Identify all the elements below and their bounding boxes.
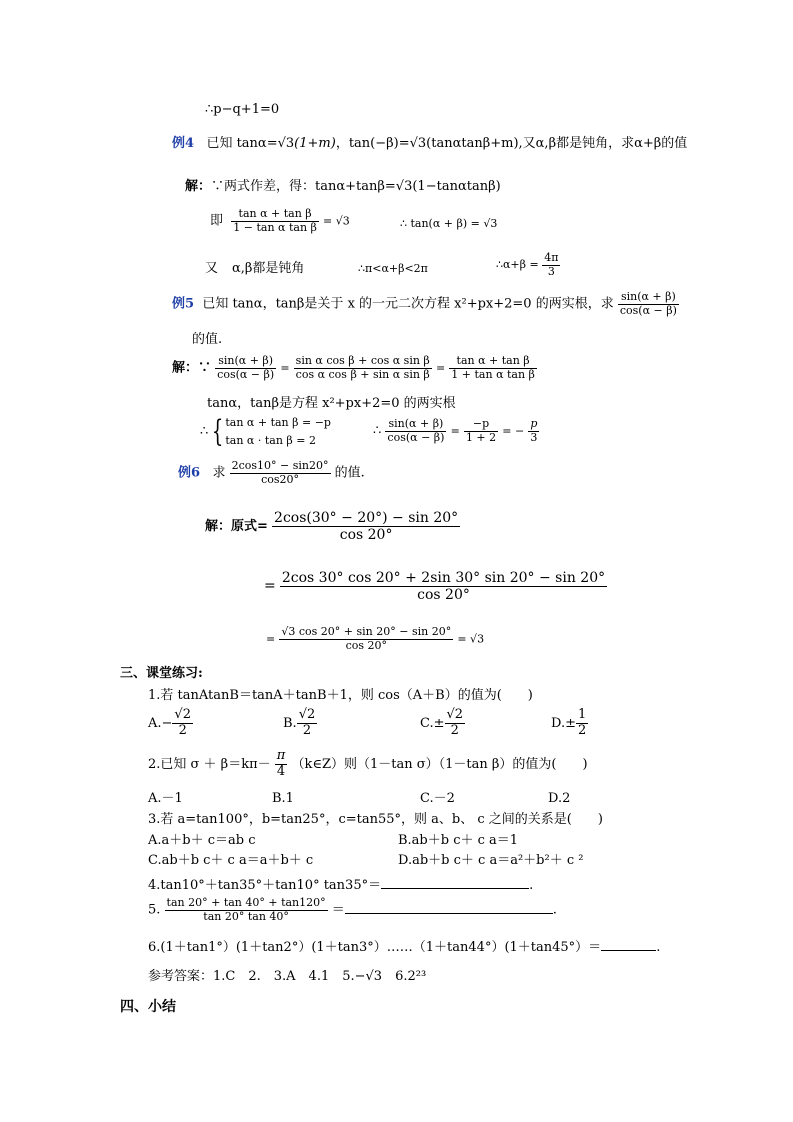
q6-text: 6.(1＋tan1°）(1＋tan2°）(1＋tan3°）……（1＋tan44°）(1＋tan45°）＝ (148, 940, 602, 955)
q1-opt-a-frac: $\frac{√2}{2}$ (174, 707, 191, 738)
q6-answer-blank[interactable] (601, 938, 656, 951)
q1-opt-d-frac: $\frac{1}{2}$ (577, 707, 587, 738)
practice-answers: 参考答案：1.C 2. 3.A 4.1 5.−√3 6.2²³ (148, 969, 427, 984)
practice-q1-opt-c: C.± $\frac{√2}{2}$ (420, 707, 464, 738)
ex5-sys-1: tan α + tan β = −p (225, 416, 331, 429)
ex6-step-3: = $\frac{√3 \cos 20^\circ + \sin 20^\circ - \sin 20^\circ}{\cos 20^\circ}$ = √3 (266, 625, 485, 652)
ex4-text-c: ，tan(−β)= (335, 136, 410, 151)
therefore-pq: ∴p−q+1=0 (205, 102, 280, 117)
q2-opt-d: D.2 (548, 791, 571, 806)
q6-period: . (656, 940, 661, 955)
q4-answer-blank[interactable] (381, 876, 529, 889)
ex4-result-frac: $\frac{4\pi}{3}$ (544, 251, 559, 278)
ex4-sol-sqrt3: √3 (395, 179, 413, 194)
practice-q1-opt-a: A.− $\frac{√2}{2}$ (148, 707, 191, 738)
practice-q1-opt-d: D.± $\frac{1}{2}$ (551, 707, 587, 738)
ex5-roots-line: tanα，tanβ是方程 x²+px+2=0 的两实根 (207, 396, 456, 411)
summary-heading: 四、小结 (120, 999, 176, 1015)
q2-opt-b: B.1 (272, 791, 294, 806)
q4-text: 4.tan10°＋tan35°＋tan10° tan35°＝ (148, 878, 382, 893)
ex5-sys-2: tan α · tan β = 2 (225, 433, 316, 447)
q1-opt-c-frac: $\frac{√2}{2}$ (446, 707, 464, 738)
ex6-step-2: = $\frac{2\cos 30^\circ \cos 20^\circ + 2\sin 30^\circ \sin 20^\circ - \sin 20^\circ}{\cos 20^\circ}$ (264, 570, 606, 604)
ex6-step-1 (205, 510, 460, 543)
practice-heading: 三、课堂练习: (120, 666, 203, 681)
ex6-sol-label: 解：原式= (205, 519, 268, 535)
ex4-obtuse: α,β都是钝角 (232, 261, 305, 276)
q5-answer-blank[interactable] (345, 901, 553, 914)
q3-opt-c: C.ab＋b c＋ c a＝a＋b＋ c (148, 853, 314, 868)
ex4-sol-text2: (1−tanαtanβ) (412, 179, 501, 194)
ex5-therefore-b: ∴ (373, 423, 382, 439)
ex4-sqrt3-a: √3 (277, 136, 295, 151)
q2-frac: $\frac{\pi}{4}$ (276, 748, 286, 779)
ex4-fraction: $\frac{\text{tan α + tan β}}{\text{1 − tan α tan β}}$ (233, 207, 317, 234)
ex4-text-b: (1+m) (294, 136, 336, 151)
ex5-fraction: $\frac{\sin(\alpha + \beta)}{\cos(\alpha - \beta)}$ (619, 290, 677, 317)
q5-period: . (552, 902, 557, 918)
ex5-therefore-a: ∴ (200, 424, 209, 440)
ex6-tail: 的值. (334, 465, 365, 481)
ex5-system: ∴ { tan α + tan β = −p tan α · tan β = 2 (200, 413, 331, 449)
practice-q3: 3.若 a=tan100°，b=tan25°，c=tan55°，则 a、b、 c 之间的关系是( ) (148, 812, 603, 827)
q5-prefix: 5. (148, 902, 161, 918)
ex4-therefore-tan: ∴ tan(α + β) = √3 (400, 217, 498, 230)
practice-q6 (148, 938, 660, 954)
ex4-solution-line1 (185, 180, 501, 193)
practice-q5 (148, 897, 557, 923)
ex6-qiu: 求 (212, 465, 226, 481)
ex6-step-1-frac: $\frac{2\cos(30^\circ - 20^\circ) - \sin 20^\circ}{\cos 20^\circ}$ (274, 510, 459, 544)
ex6-step-3-frac: $\frac{√3 \cos 20^\circ + \sin 20^\circ - \sin 20^\circ}{\cos 20^\circ}$ (281, 625, 452, 652)
q3-opt-a: A.a＋b＋ c＝ab c (148, 833, 256, 848)
ex4-eq-sqrt3: = √3 (323, 214, 350, 228)
practice-q4 (148, 876, 533, 892)
q2-text-a: 2.已知 σ ＋ β＝kπ－ (148, 756, 271, 772)
ex4-range: ∴π<α+β<2π (358, 262, 428, 275)
ex5-solution-line1: 解：∵ $\frac{\sin(\alpha + \beta)}{\cos(\alpha - \beta)}$ = $\frac{\text{sin α cos β + cos α sin β}}{\text{cos α cos β + sin α sin β}}$ = $\frac{\text{tan α + tan β}}{\text{1 + tan α tan β}}$ (172, 354, 535, 381)
ex5-g-frac-2: $\frac{-p}{1 + 2}$ (465, 417, 497, 444)
practice-q1-opt-b: B. $\frac{√2}{2}$ (283, 707, 316, 738)
ex4-sol-text: ∵两式作差，得：tanα+tanβ= (211, 179, 396, 194)
example-4 (172, 137, 687, 150)
ex5-frac-2: $\frac{\text{sin α cos β + cos α sin β}}{\text{cos α cos β + sin α sin β}}$ (295, 354, 430, 381)
q2-opt-a: A.－1 (148, 791, 183, 806)
ex4-result-prefix: ∴α+β = (496, 258, 539, 272)
ex4-sqrt3-b: √3 (409, 136, 427, 151)
ex6-step-3-tail: = √3 (457, 632, 485, 646)
q5-eq: ＝ (331, 902, 345, 918)
example-5-label: 例5 (172, 296, 195, 312)
ex4-sol-label: 解： (185, 179, 212, 194)
ex4-solution-line2 (210, 208, 350, 234)
practice-q2 (148, 749, 588, 780)
ex5-g-frac-3: $\frac{p}{3}$ (530, 417, 538, 444)
ex5-g-frac-1: $\frac{\sin(\alpha + \beta)}{\cos(\alpha - \beta)}$ (387, 417, 445, 444)
q3-opt-d: D.ab＋b c＋ c a＝a²＋b²＋ c ² (398, 853, 584, 868)
example-6 (178, 460, 365, 486)
q2-text-b: （k∈Z）则（1－tan σ）（1－tan β）的值为( ) (291, 756, 588, 772)
practice-q1: 1.若 tanAtanB＝tanA＋tanB＋1，则 cos（A＋B）的值为( ) (148, 688, 533, 703)
q3-opt-b: B.ab＋b c＋ c a＝1 (398, 833, 519, 848)
ex5-conclusion: ∴ $\frac{\sin(\alpha + \beta)}{\cos(\alpha - \beta)}$ = $\frac{-p}{1 + 2}$ = − $\frac{p}{3}$ (373, 417, 538, 444)
ex6-question-frac: $\frac{2\cos 10^\circ - \sin 20^\circ}{\cos 20^\circ}$ (231, 459, 329, 486)
q4-period: . (529, 878, 534, 893)
ex4-text-a: 已知 tanα= (206, 136, 278, 151)
example-6-label: 例6 (178, 465, 201, 481)
ex4-you: 又 (205, 261, 219, 276)
q2-opt-c: C.－2 (420, 791, 455, 806)
example-4-label: 例4 (172, 136, 195, 151)
example-5 (172, 291, 679, 317)
q5-frac: $\frac{\tan 20^\circ + \tan 40^\circ + \tan 120^\circ}{\tan 20^\circ \tan 40^\circ}$ (166, 896, 326, 923)
ex5-frac-3: $\frac{\text{tan α + tan β}}{\text{1 + tan α tan β}}$ (451, 354, 535, 381)
ex5-tail: 的值. (192, 332, 223, 347)
ex5-sol-label: 解：∵ (172, 360, 212, 376)
ex4-ji: 即 (210, 213, 224, 229)
ex6-step-2-frac: $\frac{2\cos 30^\circ \cos 20^\circ + 2\sin 30^\circ \sin 20^\circ - \sin 20^\circ}{\cos 20^\circ}$ (281, 570, 606, 604)
q1-opt-b-frac: $\frac{√2}{2}$ (298, 707, 316, 738)
ex4-result (496, 252, 560, 278)
ex5-frac-1: $\frac{\sin(\alpha + \beta)}{\cos(\alpha - \beta)}$ (217, 354, 275, 381)
ex5-text: 已知 tanα，tanβ是关于 x 的一元二次方程 x²+px+2=0 的两实根，求 (202, 296, 614, 312)
ex4-text-d: (tanαtanβ+m),又α,β都是钝角，求α+β的值 (426, 136, 688, 151)
